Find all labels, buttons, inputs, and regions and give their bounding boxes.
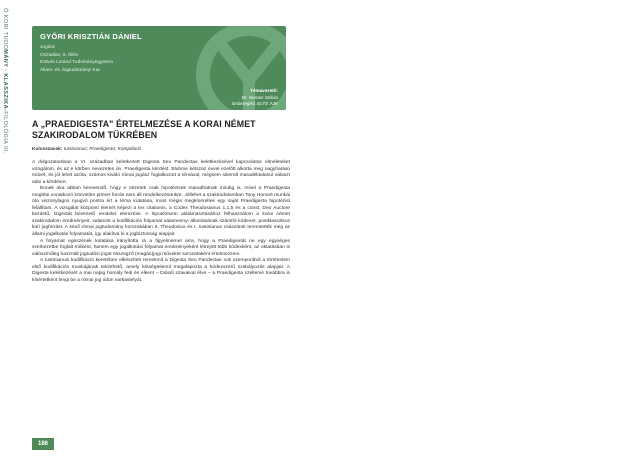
article-title: A „PRAEDIGESTA" ÉRTELMEZÉSE A KORAI NÉMET SZAKIRODALOM TÜKRÉBEN: [32, 119, 256, 140]
supervisor-label: Témavezető:: [250, 88, 278, 93]
section-label-prefix: Ó KORI TUDO: [2, 8, 8, 50]
supervisor-block: [232, 88, 278, 108]
section-label-bold: MÁNY · KLASSZIKA-: [2, 49, 8, 112]
page-number: 186: [32, 438, 54, 450]
author-name: GYŐRI KRISZTIÁN DÁNIEL: [40, 32, 142, 41]
author-university: Eötvös Loránd Tudományegyetem: [40, 60, 114, 66]
supervisor-role: tanársegéd, ELTE ÁJK: [231, 101, 278, 107]
paragraph: Ennek oka abban keresendő, hogy e nézetek csak hipotézisek maradhatnak mindig is, mivel a Praedigesta megléte vonatkozó közvetlen primer forrás nem áll rendelkezésünkre. Jóllehet a szakirodalomban Tony Honoré munkái óta viszonylagos nyugvó pontra ért a téma kutatása, most mégis megkíséreltek egy saját Praedigesta hipotézist felállítani. A vizsgálat központi elemét képezi a lex citationis, a Codex Theodosianus 1,1,5 és a const. Deo Auctore kezdetű, Digestát bevezető rendelet elemzése. A hipotézisem alátámasztásához felhasználom a korai német szakirodalom eredményeit, valamint a kodifikációs folyamat valamennyi állomásának számító kódexet, postklasszikus kori jogforrást. A késő római jogtudomány korszakában II. Theodosius és I. Iustinianus császárok teremtették meg az állami jogalkotás folyamatát, így alakítva ki a jogbiztonság alapjait.: [32, 186, 290, 238]
author-faculty: Állam- és Jogtudományi Kar: [40, 67, 100, 73]
author-degree: Jogász: [40, 45, 56, 50]
keywords-label: Kulcsszavak:: [32, 147, 63, 152]
keywords-line: [32, 147, 282, 152]
section-label-suffix: FILOLÓGIA III.: [2, 111, 8, 154]
author-details: [40, 44, 113, 74]
section-strip: [0, 0, 10, 456]
article-body: [32, 160, 290, 284]
paragraph: A dolgozatomban a VI. században keletkezett Digesta Seu Pandectae keletkezésével kapcsolatos elméleteket vizsgálom, és az e körben nevezetes ún. Praedigesta kérdést. Bluhme kétszáz évvel ezelőtt alkotta meg nagyhatású művét, és jól lehet azóta, számos kiváló római jogász foglalkozott a témával, mégsem sikerült maradéktalanul választ adni a kérdésre.: [32, 160, 290, 185]
keywords-list: Iustinianus; Praedigesta; Kompiláció: [63, 147, 142, 152]
author-box: [32, 26, 286, 110]
section-label: [1, 8, 9, 154]
paragraph: A Iustinianusi kodifikáció keretében elkészített remekmű a Digesta Seu Pandectae sok szempontból a történelem első kodifikációs munkájának tekinthető, amely kétségtelenül megalapozta a kódexszerű szabályozás alapjait. A Digesta keletkezését a mai napig homály fedi és elkent – Diósdi szavaival élve – a Praedigesta szellemé továbbra is kísértetként lengi be a római jog ódon varkastelyát.: [32, 258, 290, 283]
paragraph: A folyamat egészének kutatása irányította rá a figyelmemet arra, hogy a Praedigestát ne egy egységes szerkezetbe foglalt műként, hanem egy jogalkotási folyamat eredményeként létrejött több kódexként, az oktatásban is valószínűleg használt jogtudósi jogot összegző (magán)jogi műveket sorozataként értelmezzem.: [32, 238, 290, 257]
author-semester: Osztatlan, 9. félév: [40, 52, 79, 58]
supervisor-name: Dr. Nemes Szilvia: [241, 94, 278, 100]
